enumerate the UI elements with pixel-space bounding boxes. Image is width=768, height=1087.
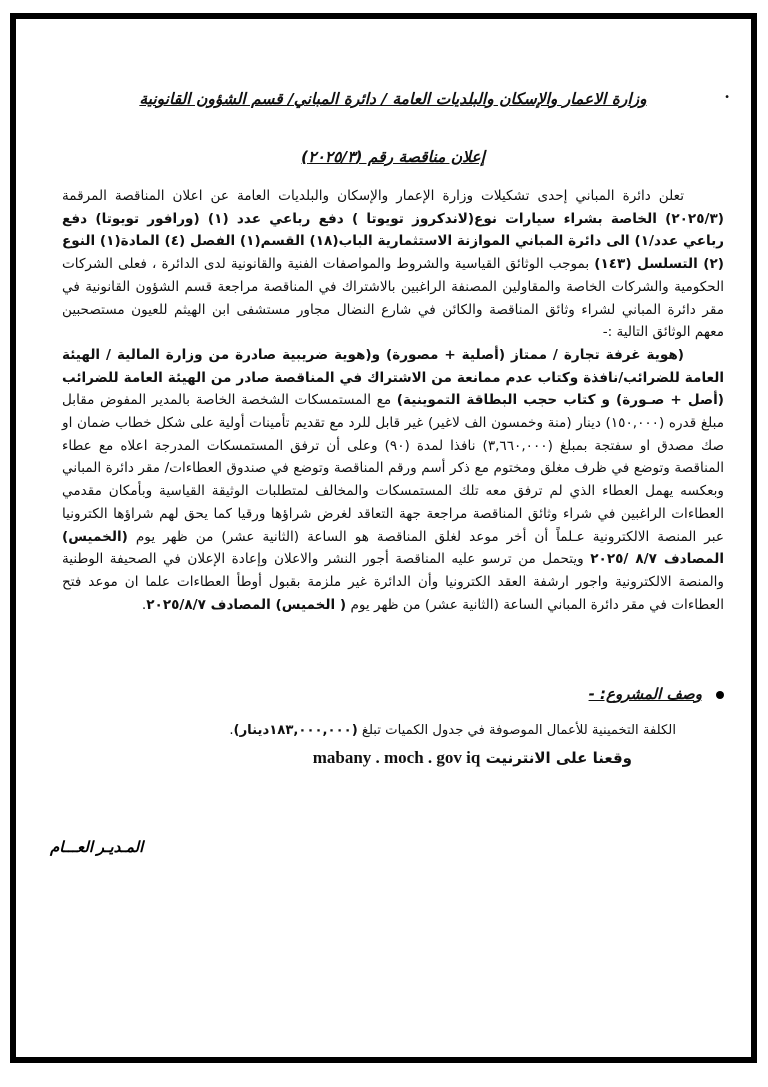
cost-label: الكلفة التخمينية للأعمال الموصوفة في جدول الكميات تبلغ <box>357 723 676 738</box>
announcement-body <box>62 185 724 616</box>
ministry-header: وزارة الاعمار والإسكان والبلديات العامة / دائرة المباني/ قسم الشؤون القانونية <box>139 90 647 108</box>
required-documents-text: (هوية غرفة تجارة / ممتاز (أصلية + مصورة) و(هوية ضريبية صادرة من وزارة المالية / الهيئة العامة للضرائب/نافذة وكتاب عدم ممانعة من الاشتراك في المناقصة صادر من الهيئة العامة للضرائب (أصل + صـورة) و كتاب حجب البطاقة التموينية) <box>62 346 724 409</box>
announcement-title: إعلان مناقصة رقم (٢٠٢٥/٣) <box>301 148 485 166</box>
signature-general-director: المـديـر العـــام <box>50 840 144 856</box>
cost-value: (١٨٣,٠٠٠,٠٠٠دينار) <box>233 723 358 738</box>
website-url[interactable]: mabany . moch . gov iq <box>312 748 481 767</box>
website-label: وقعنا على الانترنيت <box>485 749 632 767</box>
header-dot-icon: • <box>724 92 730 103</box>
intro-text: تعلن دائرة المباني إحدى تشكيلات وزارة الإعمار والإسكان والبلديات العامة عن اعلان المناقصة المرقمة <box>62 188 684 204</box>
intro-conditions-text: بموجب الوثائق القياسية والشروط والمواصفات الفنية والقانونية لدى الدائرة ، فعلى الشركات الحكومية والشركات الخاصة والمقاولين المصنفة الراغبين بالاشتراك في المناقصة مراجعة قسم الشؤون القانونية في مقر دائرة المباني لشراء وثائق المناقصة والكائن في شارع النضال مجاور مستشفى ابن الهيثم للعيون مستصحبين معهم الوثائق التالية :- <box>62 256 724 341</box>
paragraph-intro <box>62 185 724 344</box>
website-line <box>313 748 632 768</box>
bullet-icon <box>716 691 724 699</box>
publication-costs-text: ويتحمل من ترسو عليه المناقصة أجور النشر والاعلان وإعادة الإعلان في الصحيفة الوطنية والمنصة الالكترونية واجور ارشفة العقد الكترونيا وأن الدائرة غير ملزمة بقبول أوطأ العطاءات علما ان موعد فتح العطاءات في مقر دائرة المباني الساعة (الثانية عشر) من ظهر يوم <box>62 551 724 613</box>
project-heading-text: وصف المشروع: - <box>588 685 702 703</box>
paragraph-documents <box>62 344 724 616</box>
final-period: . <box>141 596 147 613</box>
fees-and-guarantees-text: مع المستمسكات الشخصة الخاصة بالمدير المفوض مقابل مبلغ قدره (١٥٠,٠٠٠) دينار (منة وخمسون الف لاغير) غير قابل للرد مع تقديم تأمينات أولية على شكل خطاب ضمان او صك مصدق او سفتجة بمبلغ (٣,٦٦٠,٠٠٠) نافذا لمدة (٩٠) وعلى أن ترفق المستمسكات المدرجة اعلاه مع عطاء المناقصة وتوضع في ظرف مغلق ومختوم مع ذكر أسم ورقم المناقصة وتوضع في صندوق العطاءات/ مقر دائرة المباني وبعكسه يهمل العطاء الذي لم ترفق معه تلك المستمسكات والمخالف لمتطلبات الوثيقة القياسية وبأمكان مقدمي العطاءات الراغبين في شراء وثائق المناقصة مراجعة جهة التعاقد لغرض شراؤها ورقيا كما يحق لهم شراؤها الكترونيا عبر المنصة الالكترونية عـلماً أن أخر موعد لغلق المناقصة هو الساعة (الثانية عشر) من ظهر يوم <box>62 392 724 545</box>
intro-bold-text: (٢٠٢٥/٣) الخاصة بشراء سيارات نوع(لاندكروز تويوتا ) دفع رباعي عدد (١) (ورافور تويوتا) دفع رباعي عدد/١) الى دائرة المباني الموازنة الاستثمارية الباب(١٨) القسم(١) الفصل (٤) المادة(١) النوع (٢) التسلسل (١٤٣) <box>62 210 725 273</box>
cost-end: . <box>229 723 234 738</box>
closing-date-text: (الخميس) المصادف ٨/٧ /٢٠٢٥ <box>62 528 724 568</box>
estimated-cost-line <box>229 723 676 738</box>
opening-date-text: ( الخميس) المصادف ٢٠٢٥/٨/٧ <box>146 596 347 613</box>
project-description-heading <box>589 685 724 703</box>
